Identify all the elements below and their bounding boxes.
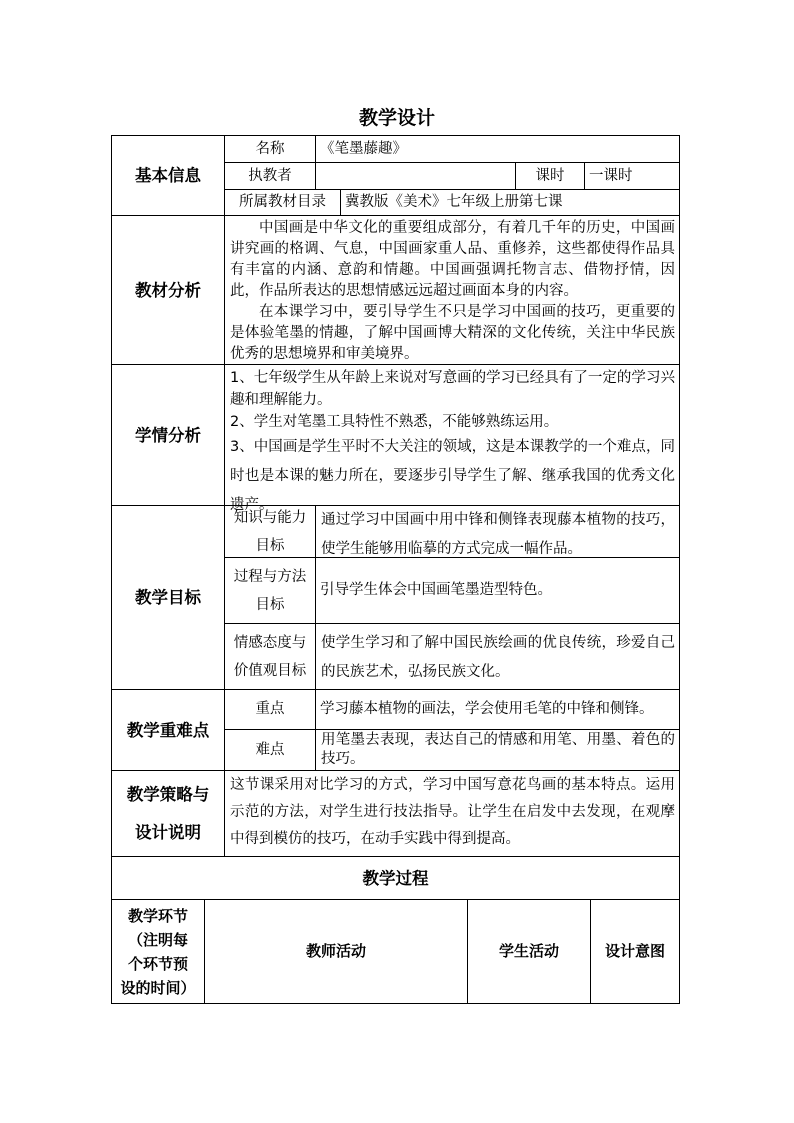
strategy-header bbox=[111, 770, 225, 857]
difficulty-label: 难点 bbox=[224, 729, 316, 771]
basic-info-header: 基本信息 bbox=[111, 135, 225, 216]
objectives-header: 教学目标 bbox=[111, 505, 225, 690]
process-col-intent: 设计意图 bbox=[590, 899, 680, 1004]
hours-label: 课时 bbox=[515, 162, 585, 190]
teacher-label: 执教者 bbox=[224, 162, 316, 190]
stage-header-line: 设的时间） bbox=[120, 978, 196, 997]
hours-value: 一课时 bbox=[584, 162, 680, 190]
strategy-header-line: 设计说明 bbox=[135, 822, 201, 842]
material-paragraph: 中国画是中华文化的重要组成部分，有着几千年的历史，中国画讲究画的格调、气息，中国画家重人品、重修养，这些都使得作品具有丰富的内涵、意韵和情趣。中国画强调托物言志、借物抒情，因此，作品所表达的思想情感远远超过画面本身的内容。 bbox=[230, 220, 675, 299]
name-value: 《笔墨藤趣》 bbox=[315, 135, 680, 163]
material-paragraph: 在本课学习中，要引导学生不只是学习中国画的技巧，更重要的是体验笔墨的情趣，了解中国画博大精深的文化传统，关注中华民族优秀的思想境界和审美境界。 bbox=[230, 304, 675, 362]
material-analysis-content bbox=[224, 215, 680, 365]
stage-header-line: 个环节预 bbox=[127, 954, 188, 973]
objective-label-line: 知识与能力 bbox=[233, 509, 307, 526]
material-analysis-header: 教材分析 bbox=[111, 215, 225, 365]
objective-content-emotion: 使学生学习和了解中国民族绘画的优良传统，珍爱自己的民族艺术，弘扬民族文化。 bbox=[315, 623, 680, 690]
objective-label-line: 过程与方法 bbox=[233, 568, 307, 585]
objective-label-process bbox=[224, 557, 316, 624]
stage-header-line: （注明每 bbox=[127, 930, 188, 949]
student-analysis-content bbox=[224, 364, 680, 513]
objective-content-knowledge: 通过学习中国画中用中锋和侧锋表现藤本植物的技巧，使学生能够用临摹的方式完成一幅作品。 bbox=[315, 505, 680, 558]
key-points-header: 教学重难点 bbox=[111, 689, 225, 771]
strategy-header-line: 教学策略与 bbox=[126, 784, 210, 804]
objective-label-knowledge bbox=[224, 505, 316, 558]
process-col-teacher: 教师活动 bbox=[204, 899, 468, 1004]
student-item: 1、七年级学生从年龄上来说对写意画的学习已经具有了一定的学习兴趣和理解能力。 bbox=[230, 370, 675, 408]
process-col-student: 学生活动 bbox=[467, 899, 591, 1004]
objective-label-line: 目标 bbox=[255, 537, 285, 554]
focus-label: 重点 bbox=[224, 689, 316, 730]
objective-label-line: 价值观目标 bbox=[233, 662, 307, 679]
objective-label-line: 情感态度与 bbox=[233, 634, 307, 651]
strategy-content: 这节课采用对比学习的方式，学习中国写意花鸟画的基本特点。运用示范的方法，对学生进行技法指导。让学生在启发中去发现，在观摩中得到模仿的技巧，在动手实践中得到提高。 bbox=[224, 770, 680, 857]
teaching-design-table bbox=[112, 136, 680, 1004]
objective-label-line: 目标 bbox=[255, 596, 285, 613]
process-col-stage bbox=[111, 899, 205, 1004]
catalog-value: 冀教版《美术》七年级上册第七课 bbox=[340, 189, 680, 216]
objective-label-emotion bbox=[224, 623, 316, 690]
objective-content-process: 引导学生体会中国画笔墨造型特色。 bbox=[315, 557, 680, 624]
page-title: 教学设计 bbox=[358, 107, 435, 129]
student-analysis-header: 学情分析 bbox=[111, 364, 225, 506]
focus-content: 学习藤本植物的画法，学会使用毛笔的中锋和侧锋。 bbox=[315, 689, 680, 730]
name-label: 名称 bbox=[224, 135, 316, 163]
catalog-label: 所属教材目录 bbox=[224, 189, 341, 216]
difficulty-content: 用笔墨去表现，表达自己的情感和用笔、用墨、着色的技巧。 bbox=[315, 729, 680, 771]
student-item: 3、中国画是学生平时不大关注的领域，这是本课教学的一个难点，同时也是本课的魅力所在，要逐步引导学生了解、继承我国的优秀文化遗产。 bbox=[230, 439, 675, 513]
stage-header-line: 教学环节 bbox=[127, 906, 188, 925]
teacher-value bbox=[315, 162, 516, 190]
student-item: 2、学生对笔墨工具特性不熟悉，不能够熟练运用。 bbox=[230, 414, 559, 430]
process-header: 教学过程 bbox=[111, 856, 680, 900]
